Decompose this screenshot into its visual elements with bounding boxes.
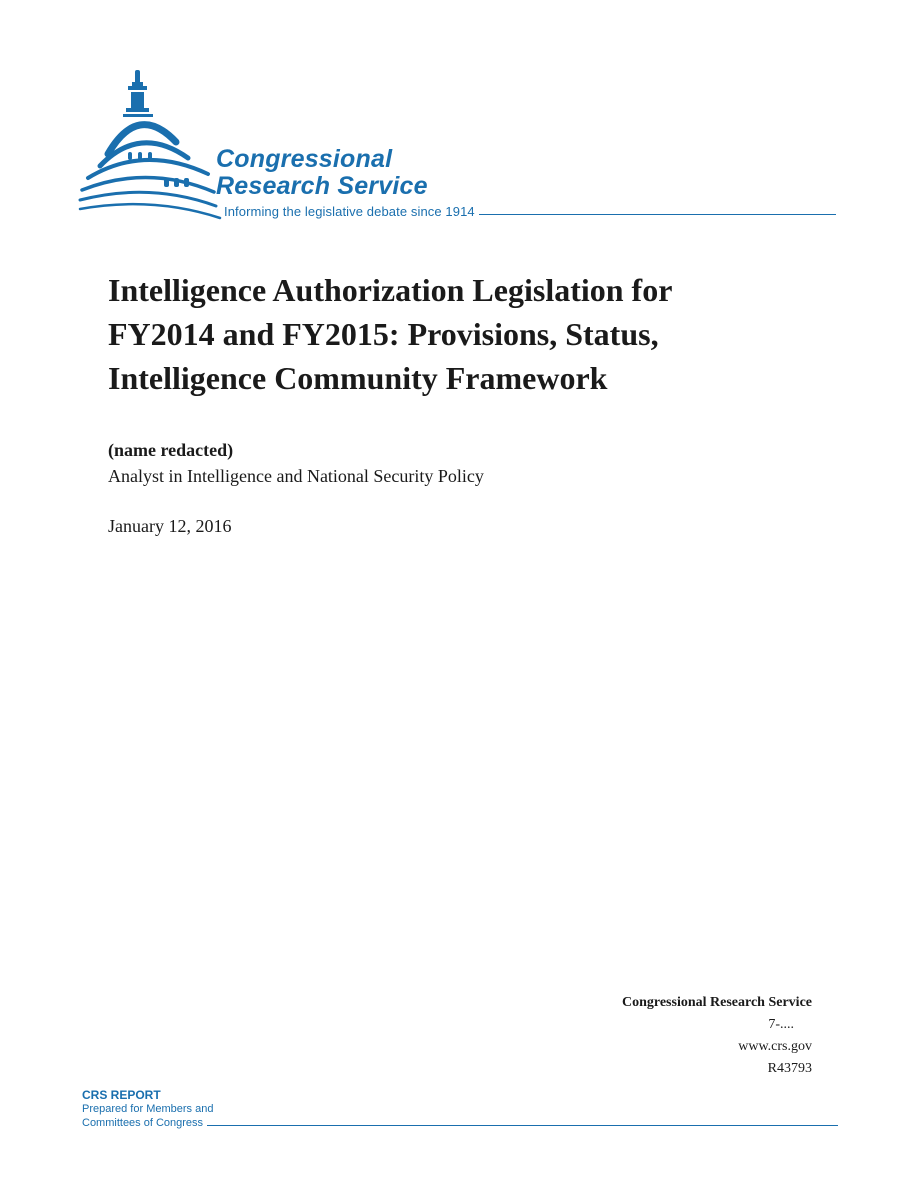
footer-row [82, 1116, 838, 1130]
document-title [108, 268, 808, 400]
logo-tagline: Informing the legislative debate since 1914 [224, 203, 475, 219]
report-number: R43793 [767, 1061, 812, 1076]
author-block [108, 437, 708, 489]
crs-logo [78, 66, 838, 226]
author-name: (name redacted) [108, 440, 234, 460]
order-code: 7-.... [768, 1017, 794, 1032]
crs-report-footer [82, 1088, 838, 1132]
title-line: Intelligence Authorization Legislation for [108, 272, 673, 308]
logo-wordmark [216, 146, 428, 200]
publisher-block [622, 992, 812, 1080]
title-line: FY2014 and FY2015: Provisions, Status, [108, 316, 659, 352]
website-link[interactable]: www.crs.gov [738, 1039, 812, 1054]
footer-divider [207, 1125, 838, 1126]
title-line: Intelligence Community Framework [108, 360, 608, 396]
publisher-name: Congressional Research Service [621, 995, 812, 1010]
logo-divider [479, 214, 836, 215]
capitol-dome-icon [78, 66, 228, 222]
logo-line1: Congressional [216, 145, 393, 173]
footer-line1: Prepared for Members and [82, 1103, 214, 1115]
author-role: Analyst in Intelligence and National Security Policy [108, 466, 484, 486]
document-date: January 12, 2016 [108, 516, 232, 536]
logo-tagline-row [224, 202, 836, 220]
logo-line2: Research Service [216, 172, 428, 200]
footer-label: CRS REPORT [82, 1088, 161, 1102]
footer-line2: Committees of Congress [82, 1117, 204, 1129]
